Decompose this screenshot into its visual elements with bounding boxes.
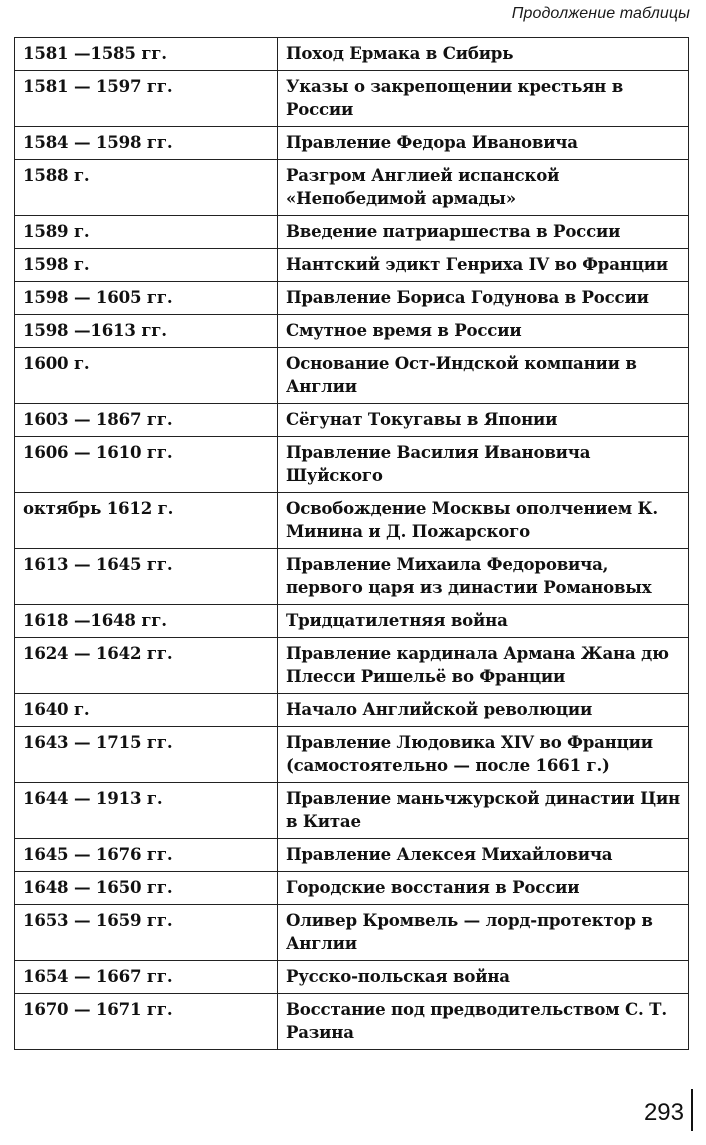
table-row bbox=[15, 127, 689, 160]
date-cell: 1654 — 1667 гг. bbox=[15, 961, 278, 994]
table-row bbox=[15, 905, 689, 961]
date-cell: октябрь 1612 г. bbox=[15, 493, 278, 549]
table-row bbox=[15, 961, 689, 994]
table-row bbox=[15, 839, 689, 872]
date-cell: 1624 — 1642 гг. bbox=[15, 638, 278, 694]
table-row bbox=[15, 994, 689, 1050]
table-row bbox=[15, 783, 689, 839]
date-cell: 1606 — 1610 гг. bbox=[15, 437, 278, 493]
event-cell: Правление Алексея Михайловича bbox=[277, 839, 688, 872]
date-cell: 1648 — 1650 гг. bbox=[15, 872, 278, 905]
event-cell: Смутное время в России bbox=[277, 315, 688, 348]
event-cell: Правление Федора Ивановича bbox=[277, 127, 688, 160]
table-row bbox=[15, 249, 689, 282]
date-cell: 1584 — 1598 гг. bbox=[15, 127, 278, 160]
date-cell: 1613 — 1645 гг. bbox=[15, 549, 278, 605]
table-row bbox=[15, 605, 689, 638]
chronology-table bbox=[14, 37, 689, 1050]
date-cell: 1643 — 1715 гг. bbox=[15, 727, 278, 783]
table-row bbox=[15, 282, 689, 315]
date-cell: 1644 — 1913 г. bbox=[15, 783, 278, 839]
event-cell: Правление Михаила Федоровича, первого царя из династии Романовых bbox=[277, 549, 688, 605]
table-row bbox=[15, 38, 689, 71]
page-number: 293 bbox=[643, 1099, 684, 1126]
table-row bbox=[15, 727, 689, 783]
table-row bbox=[15, 216, 689, 249]
event-cell: Поход Ермака в Сибирь bbox=[277, 38, 688, 71]
date-cell: 1670 — 1671 гг. bbox=[15, 994, 278, 1050]
table-row bbox=[15, 872, 689, 905]
event-cell: Начало Английской революции bbox=[277, 694, 688, 727]
page-number-rule bbox=[691, 1089, 693, 1131]
date-cell: 1588 г. bbox=[15, 160, 278, 216]
table-row bbox=[15, 493, 689, 549]
date-cell: 1645 — 1676 гг. bbox=[15, 839, 278, 872]
event-cell: Нантский эдикт Генриха IV во Франции bbox=[277, 249, 688, 282]
event-cell: Правление маньчжурской династии Цин в Китае bbox=[277, 783, 688, 839]
event-cell: Правление кардинала Армана Жана дю Плесси Ришельё во Франции bbox=[277, 638, 688, 694]
table-row bbox=[15, 404, 689, 437]
table-row bbox=[15, 71, 689, 127]
event-cell: Введение патриаршества в России bbox=[277, 216, 688, 249]
event-cell: Оливер Кромвель — лорд-протектор в Англии bbox=[277, 905, 688, 961]
table-row bbox=[15, 348, 689, 404]
table-row bbox=[15, 315, 689, 348]
event-cell: Освобождение Москвы ополчением К. Минина и Д. Пожарского bbox=[277, 493, 688, 549]
event-cell: Сёгунат Токугавы в Японии bbox=[277, 404, 688, 437]
event-cell: Тридцатилетняя война bbox=[277, 605, 688, 638]
event-cell: Указы о закрепощении крестьян в России bbox=[277, 71, 688, 127]
date-cell: 1598 г. bbox=[15, 249, 278, 282]
table-row bbox=[15, 694, 689, 727]
event-cell: Правление Бориса Годунова в России bbox=[277, 282, 688, 315]
event-cell: Правление Василия Ивановича Шуйского bbox=[277, 437, 688, 493]
event-cell: Правление Людовика XIV во Франции (самостоятельно — после 1661 г.) bbox=[277, 727, 688, 783]
event-cell: Городские восстания в России bbox=[277, 872, 688, 905]
event-cell: Восстание под предводительством С. Т. Разина bbox=[277, 994, 688, 1050]
date-cell: 1598 —1613 гг. bbox=[15, 315, 278, 348]
date-cell: 1598 — 1605 гг. bbox=[15, 282, 278, 315]
date-cell: 1640 г. bbox=[15, 694, 278, 727]
date-cell: 1653 — 1659 гг. bbox=[15, 905, 278, 961]
date-cell: 1589 г. bbox=[15, 216, 278, 249]
table-row bbox=[15, 437, 689, 493]
event-cell: Основание Ост-Индской компании в Англии bbox=[277, 348, 688, 404]
event-cell: Русско-польская война bbox=[277, 961, 688, 994]
date-cell: 1618 —1648 гг. bbox=[15, 605, 278, 638]
date-cell: 1581 —1585 гг. bbox=[15, 38, 278, 71]
table-continuation-caption: Продолжение таблицы bbox=[511, 5, 690, 22]
date-cell: 1603 — 1867 гг. bbox=[15, 404, 278, 437]
event-cell: Разгром Англией испанской «Непобедимой армады» bbox=[277, 160, 688, 216]
date-cell: 1600 г. bbox=[15, 348, 278, 404]
date-cell: 1581 — 1597 гг. bbox=[15, 71, 278, 127]
table-row bbox=[15, 549, 689, 605]
table-row bbox=[15, 638, 689, 694]
table-row bbox=[15, 160, 689, 216]
